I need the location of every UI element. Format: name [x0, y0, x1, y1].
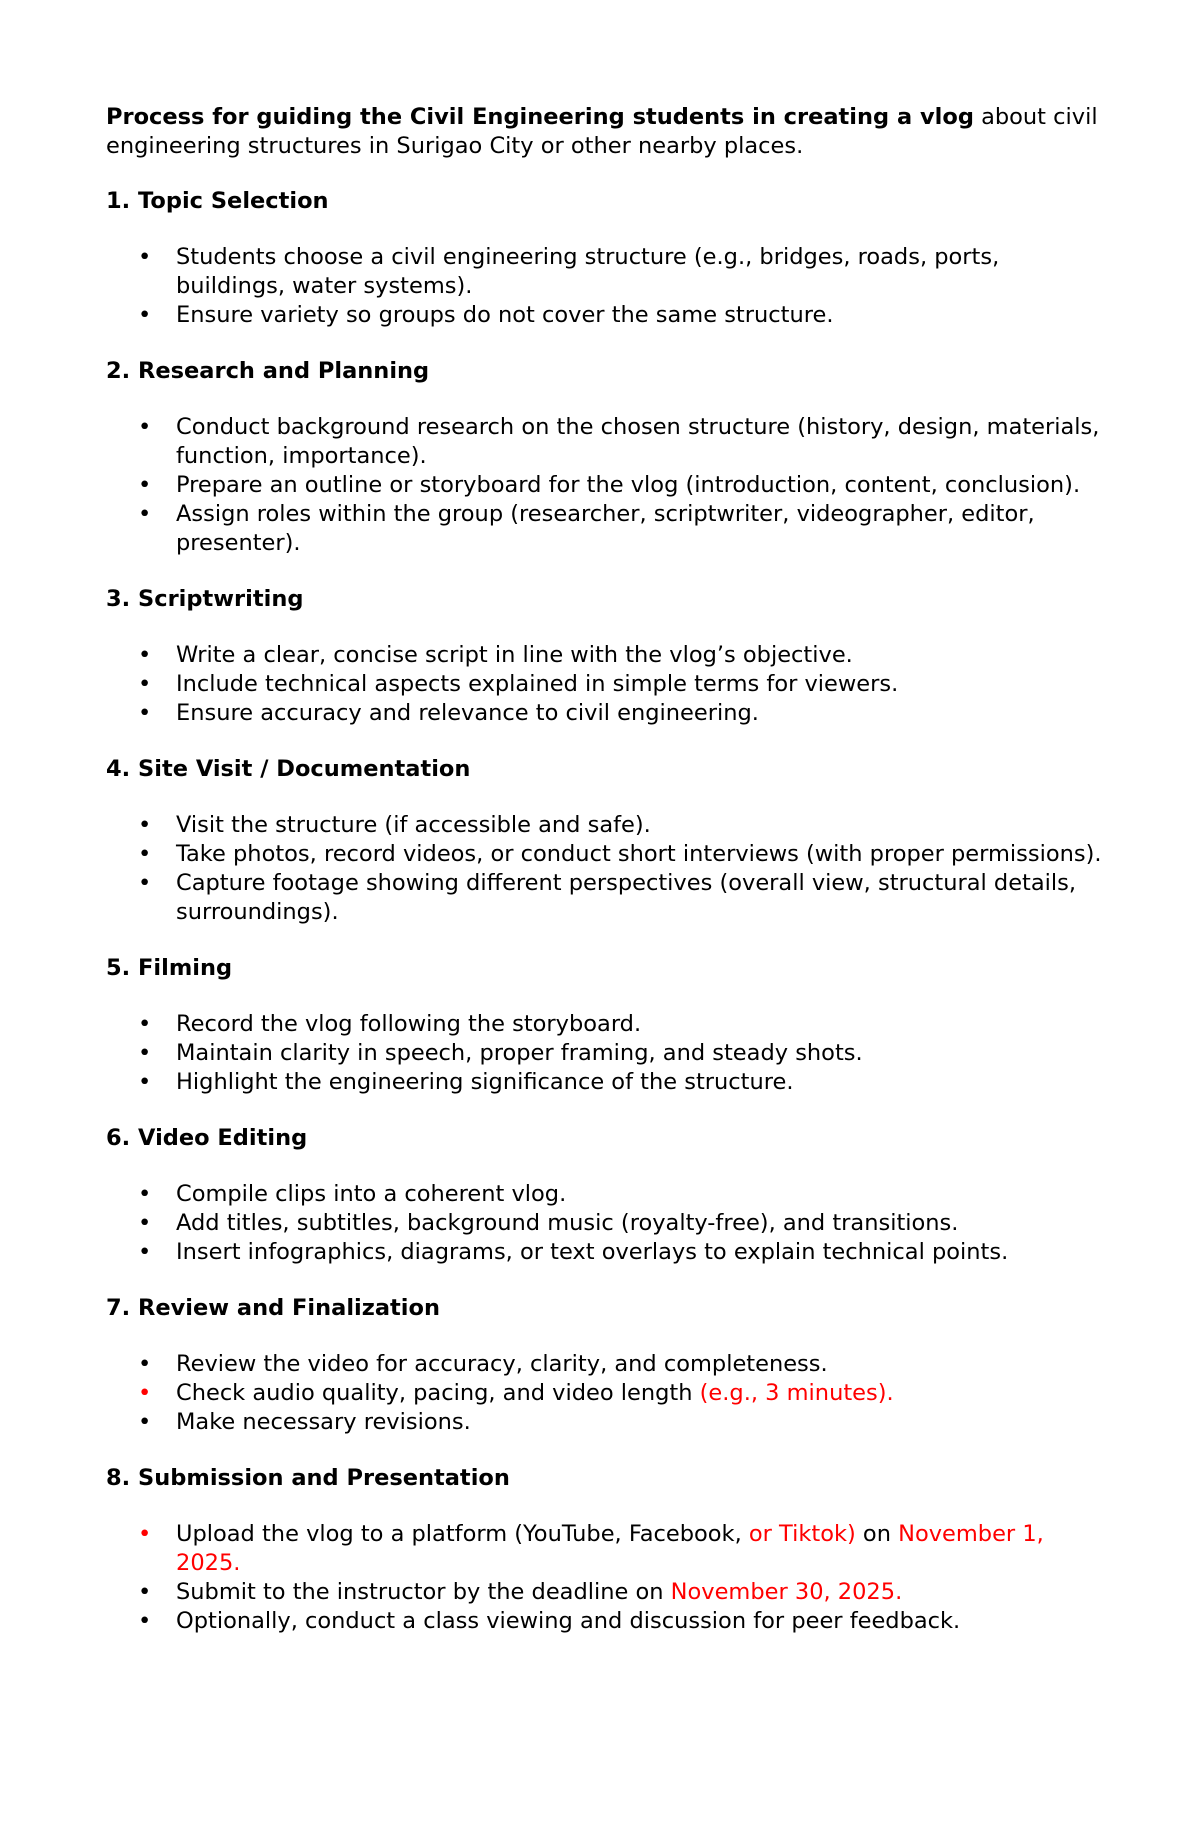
item-text: Make necessary revisions. [176, 1409, 471, 1435]
bullet-list [106, 811, 1106, 927]
list-item [106, 1520, 1106, 1578]
item-text: Compile clips into a coherent vlog. [176, 1181, 567, 1207]
list-item [106, 1068, 1106, 1097]
section-heading [106, 1294, 1106, 1323]
section-number: 2. [106, 358, 131, 384]
list-item [106, 1350, 1106, 1379]
list-item [106, 641, 1106, 670]
item-text: Record the vlog following the storyboard. [176, 1011, 642, 1037]
item-text: Review the video for accuracy, clarity, and completeness. [176, 1351, 828, 1377]
item-text: Highlight the engineering significance of the structure. [176, 1069, 794, 1095]
item-text: Check audio quality, pacing, and video length [176, 1380, 700, 1406]
item-text: Capture footage showing different perspectives (overall view, structural details, surroundings). [176, 870, 1077, 925]
list-item [106, 301, 1106, 330]
sections-container [106, 187, 1106, 1636]
bullet-icon: • [138, 1521, 152, 1547]
section-heading [106, 1124, 1106, 1153]
document-page [106, 103, 1106, 1663]
bullet-icon: • [138, 1069, 152, 1095]
section-heading [106, 187, 1106, 216]
highlighted-text: (e.g., 3 minutes). [699, 1380, 894, 1406]
section-number: 4. [106, 756, 131, 782]
bullet-icon: • [138, 870, 152, 896]
item-text: Include technical aspects explained in simple terms for viewers. [176, 671, 899, 697]
item-text: Take photos, record videos, or conduct short interviews (with proper permissions). [176, 841, 1102, 867]
section-number: 1. [106, 188, 131, 214]
bullet-icon: • [138, 244, 152, 270]
list-item [106, 500, 1106, 558]
list-item [106, 471, 1106, 500]
bullet-list [106, 413, 1106, 558]
list-item [106, 840, 1106, 869]
section-title: Research and Planning [138, 358, 430, 384]
bullet-icon: • [138, 414, 152, 440]
list-item [106, 699, 1106, 728]
item-text: Prepare an outline or storyboard for the vlog (introduction, content, conclusion). [176, 472, 1081, 498]
intro-rest-text: about civil engineering structures in Surigao City or other nearby places. [106, 104, 1098, 159]
list-item [106, 811, 1106, 840]
bullet-list [106, 1010, 1106, 1097]
item-text: Conduct background research on the chosen structure (history, design, materials, function, importance). [176, 414, 1100, 469]
bullet-icon: • [138, 1608, 152, 1634]
bullet-icon: • [138, 1409, 152, 1435]
section-number: 3. [106, 586, 131, 612]
bullet-icon: • [138, 1239, 152, 1265]
list-item [106, 243, 1106, 301]
section-heading [106, 755, 1106, 784]
highlighted-text: November 1, 2025. [176, 1521, 1044, 1576]
list-item [106, 1607, 1106, 1636]
item-text: Submit to the instructor by the deadline on [176, 1579, 671, 1605]
intro-bold-text: Process for guiding the Civil Engineering students in creating a vlog [106, 104, 974, 130]
bullet-icon: • [138, 642, 152, 668]
bullet-icon: • [138, 1040, 152, 1066]
item-text: Write a clear, concise script in line with the vlog’s objective. [176, 642, 853, 668]
bullet-list [106, 1520, 1106, 1636]
section-title: Topic Selection [138, 188, 329, 214]
list-item [106, 1039, 1106, 1068]
section-heading [106, 357, 1106, 386]
section-title: Filming [138, 955, 233, 981]
item-text: Ensure variety so groups do not cover the same structure. [176, 302, 834, 328]
bullet-icon: • [138, 1380, 152, 1406]
section-heading [106, 1464, 1106, 1493]
highlighted-text: November 30, 2025. [670, 1579, 903, 1605]
list-item [106, 413, 1106, 471]
section-title: Submission and Presentation [138, 1465, 510, 1491]
list-item [106, 1180, 1106, 1209]
list-item [106, 1379, 1106, 1408]
item-text: Students choose a civil engineering structure (e.g., bridges, roads, ports, buildings, water systems). [176, 244, 1000, 299]
item-text: Ensure accuracy and relevance to civil engineering. [176, 700, 759, 726]
bullet-icon: • [138, 671, 152, 697]
item-text: Assign roles within the group (researcher, scriptwriter, videographer, editor, presenter). [176, 501, 1035, 556]
section-number: 6. [106, 1125, 131, 1151]
highlighted-text: or Tiktok) [748, 1521, 856, 1547]
section-title: Video Editing [138, 1125, 308, 1151]
list-item [106, 1010, 1106, 1039]
bullet-icon: • [138, 841, 152, 867]
bullet-icon: • [138, 700, 152, 726]
list-item [106, 1408, 1106, 1437]
bullet-icon: • [138, 501, 152, 527]
bullet-icon: • [138, 1351, 152, 1377]
item-text: Optionally, conduct a class viewing and discussion for peer feedback. [176, 1608, 961, 1634]
item-text: Add titles, subtitles, background music (royalty-free), and transitions. [176, 1210, 959, 1236]
bullet-icon: • [138, 472, 152, 498]
bullet-list [106, 1180, 1106, 1267]
list-item [106, 1238, 1106, 1267]
bullet-icon: • [138, 302, 152, 328]
section-number: 7. [106, 1295, 131, 1321]
list-item [106, 869, 1106, 927]
section-number: 8. [106, 1465, 131, 1491]
bullet-list [106, 641, 1106, 728]
item-text: Visit the structure (if accessible and safe). [176, 812, 651, 838]
section-heading [106, 954, 1106, 983]
bullet-icon: • [138, 1210, 152, 1236]
section-title: Site Visit / Documentation [138, 756, 471, 782]
list-item [106, 1578, 1106, 1607]
list-item [106, 670, 1106, 699]
bullet-icon: • [138, 1181, 152, 1207]
bullet-list [106, 1350, 1106, 1437]
section-number: 5. [106, 955, 131, 981]
section-heading [106, 585, 1106, 614]
item-text: Upload the vlog to a platform (YouTube, Facebook, [176, 1521, 749, 1547]
intro-paragraph [106, 103, 1106, 161]
bullet-icon: • [138, 1011, 152, 1037]
bullet-list [106, 243, 1106, 330]
item-text: Maintain clarity in speech, proper framing, and steady shots. [176, 1040, 863, 1066]
section-title: Review and Finalization [138, 1295, 440, 1321]
bullet-icon: • [138, 1579, 152, 1605]
bullet-icon: • [138, 812, 152, 838]
item-text: Insert infographics, diagrams, or text overlays to explain technical points. [176, 1239, 1009, 1265]
list-item [106, 1209, 1106, 1238]
item-text: on [855, 1521, 899, 1547]
section-title: Scriptwriting [138, 586, 304, 612]
